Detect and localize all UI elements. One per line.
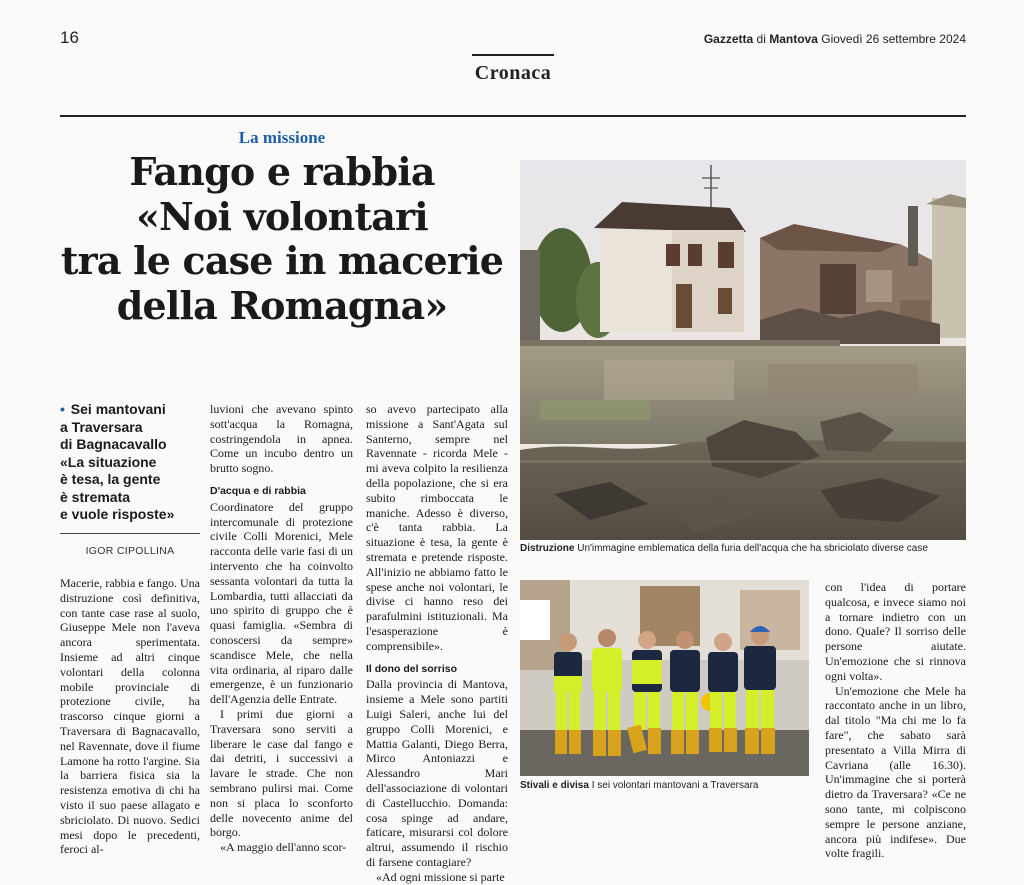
summary-line: e vuole risposte» — [60, 506, 175, 522]
section-label: Cronaca — [474, 62, 552, 84]
flooded-houses-photo — [520, 160, 966, 540]
article-paragraph: so avevo partecipato alla missione a Sant'Agata sul Santerno, sempre nel Ravennate - ricorda Mele - mi aveva colpito la resilienza della popolazione, che si era subito rimboccata le maniche. Adesso è diverso, c'è tanta rabbia. La situazione è tesa, la gente è stremata e pretende risposte. All'inizio ne abbiamo fatto le spese anche noi volontari, le divise ci hanno reso dei parafulmini istituzionali. Ma l'esasperazione è comprensibile». — [366, 402, 508, 653]
article-column-4 — [825, 580, 966, 861]
article-paragraph: Coordinatore del gruppo intercomunale di protezione civile Colli Morenici, Mele racconta delle varie fasi di un intervento che ha coinvolto sessanta volontari da tutta la Lombardia, tutti allacciati da uno spirito di gruppo che è quasi famiglia. «Sembra di conoscersi da sempre» scandisce Mele, che nella vita ordinaria, al riparo dalle emergenze, è un funzionario dell'Agenzia delle Entrate. — [210, 499, 353, 707]
article-summary — [60, 401, 200, 524]
summary-bullet: • — [60, 401, 65, 417]
photo-caption — [520, 543, 928, 554]
article-paragraph: I primi due giorni a Traversara sono serviti a liberare le case dal fango e dai detriti, i successivi a lavare le strade. Che non sembrano pulirsi mai. Come non si placa lo sconforto delle novecento anime del borgo. — [210, 706, 353, 840]
article-paragraph: con l'idea di portare qualcosa, e invece siamo noi a tornare indietro con un dono. Quale? Il sorriso delle persone aiutate. Un'emozione che si rinnova ogni volta». — [825, 580, 966, 683]
article-paragraph: Dalla provincia di Mantova, insieme a Mele sono partiti Luigi Saleri, anche lui del gruppo Colli Morenici, e Mattia Galanti, Diego Berra, Mirco Antoniazzi e Alessandro Mari dell'associazione di volontari di Castellucchio. Domanda: cosa spinge ad andare, faticare, misurarsi col dolore altrui, assumendo il rischio di farsene contagiare? — [366, 677, 508, 869]
caption-text: Un'immagine emblematica della furia dell'acqua che ha sbriciolato diverse case — [574, 543, 928, 554]
headline-line: «Noi volontari — [136, 193, 428, 239]
summary-line: Sei mantovani — [70, 401, 166, 417]
article-paragraph: luvioni che avevano spinto sott'acqua la Romagna, costringendola in apnea. Come un incubo dentro un brutto sogno. — [210, 402, 353, 476]
masthead — [704, 32, 966, 46]
byline: IGOR CIPOLLINA — [85, 545, 175, 557]
summary-line: a Traversara — [60, 418, 143, 435]
volunteers-group-photo — [520, 580, 809, 776]
section-rule — [472, 54, 554, 56]
subheading: Il dono del sorriso — [366, 662, 458, 675]
byline-rule — [60, 533, 200, 534]
masthead-brand-1: Gazzetta — [703, 32, 754, 46]
article-column-2 — [210, 402, 353, 855]
article-kicker: La missione — [238, 128, 326, 147]
article-column-3 — [366, 402, 508, 885]
article-paragraph: «A maggio dell'anno scor- — [220, 840, 347, 855]
masthead-brand-connector: di — [753, 32, 770, 46]
caption-lead: Stivali e divisa — [520, 780, 589, 791]
headline-line: della Romagna» — [116, 282, 448, 328]
headline-line: tra le case in macerie — [60, 238, 504, 283]
summary-line: di Bagnacavallo — [60, 436, 167, 452]
summary-line: «La situazione — [60, 453, 157, 470]
summary-line: è tesa, la gente — [60, 471, 161, 487]
page-header — [60, 28, 966, 50]
page-number: 16 — [60, 28, 79, 47]
article-column-1 — [60, 576, 200, 857]
masthead-date: Giovedì 26 settembre 2024 — [817, 32, 966, 46]
caption-text: I sei volontari mantovani a Traversara — [588, 780, 759, 791]
article-paragraph: «Ad ogni missione si parte — [376, 869, 505, 884]
article-paragraph: Un'emozione che Mele ha raccontato anche in un libro, dal titolo "Ma chi me lo fa fare", che sabato sarà presentato a Villa Mirra di Cavriana (alle 16.30). Un'immagine che si porterà dietro da Traversara? «Ce ne sono tante, mi colpiscono sempre le persone anziane, ancora più indifese». Due volte fragili. — [825, 683, 966, 861]
article-paragraph: Macerie, rabbia e fango. Una distruzione così definitiva, con tante case rase al suolo, Giuseppe Mele non l'aveva ancora sperimentata. Insieme ad altri cinque volontari della colonna mobile provinciale di protezione civile, ha trascorso cinque giorni a Traversara di Bagnacavallo, nel Ravennate, dove il fiume Lamone ha rotto l'argine. Sia la barriera fisica sia la resistenza emotiva di chi ha visto il suo paese allagato e sbriciolato. Di nuovo. Sedici mesi dopo le precedenti, feroci al- — [60, 576, 200, 857]
masthead-brand-2: Mantova — [769, 32, 818, 46]
summary-line: è stremata — [60, 488, 131, 505]
headline-line: Fango e rabbia — [129, 149, 435, 194]
header-divider — [60, 115, 966, 117]
article-headline — [58, 150, 506, 328]
subheading: D'acqua e di rabbia — [210, 484, 306, 497]
photo-caption — [520, 780, 758, 791]
caption-lead: Distruzione — [520, 543, 575, 554]
